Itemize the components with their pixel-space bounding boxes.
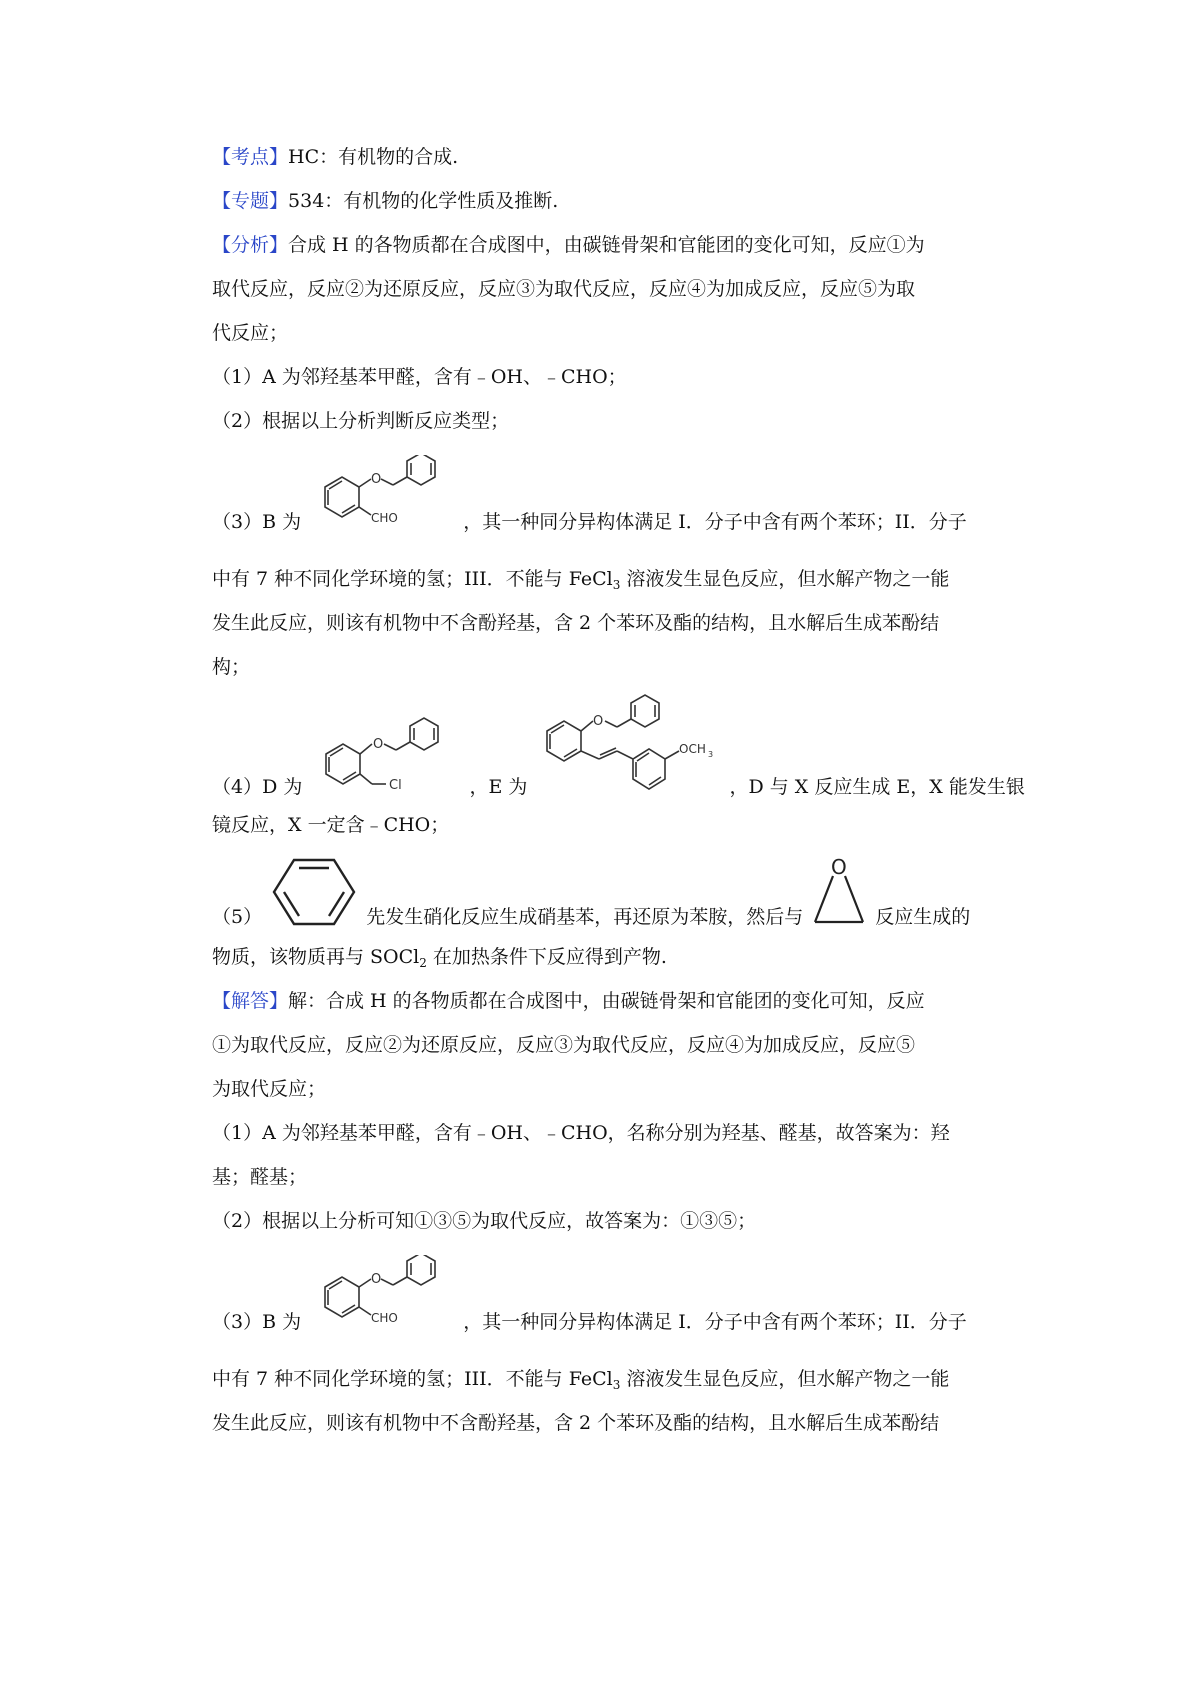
fenxi-text-1: 合成 H 的各物质都在合成图中，由碳链骨架和官能团的变化可知，反应①为: [288, 234, 925, 256]
jieda-p3-pre: （3）B 为: [212, 1311, 302, 1333]
fenxi-p5-l2-post: 在加热条件下反应得到产物.: [426, 946, 667, 968]
fenxi-p4-pre: （4）D 为: [212, 776, 303, 798]
structure-e: [533, 685, 723, 800]
structure-b-cho-label: CHO: [371, 511, 398, 525]
structure-d-cl-label: Cl: [389, 778, 403, 793]
fenxi-p4-line-2: 镜反应，X 一定含﹣CHO；: [212, 814, 450, 836]
zhuanti-text: 534：有机物的化学性质及推断.: [288, 190, 559, 212]
fenxi-p4-mid: ，E 为: [469, 776, 528, 798]
jieda-tag: 【解答】: [212, 990, 289, 1012]
zhuanti-line: [212, 188, 558, 214]
fenxi-p5-l2-pre: 物质，该物质再与 SOCl: [212, 946, 420, 968]
fenxi-p3-l2-pre: 中有 7 种不同化学环境的氢；III．不能与 FeCl: [212, 568, 613, 590]
jieda-p3-l2-pre: 中有 7 种不同化学环境的氢；III．不能与 FeCl: [212, 1368, 613, 1390]
jieda-p2: （2）根据以上分析可知①③⑤为取代反应，故答案为：①③⑤；: [212, 1210, 757, 1232]
jieda-p1-line-2: 基；醛基；: [212, 1166, 308, 1188]
structure-b-1: [307, 455, 457, 535]
fenxi-p1: （1）A 为邻羟基苯甲醛，含有﹣OH、﹣CHO；: [212, 366, 627, 388]
fenxi-p3-post: ，其一种同分异构体满足 I．分子中含有两个苯环；II．分子: [463, 511, 967, 533]
fenxi-p2: （2）根据以上分析判断反应类型；: [212, 410, 510, 432]
fenxi-p5-line-2: [212, 944, 667, 970]
jieda-p3-l2-post: 溶液发生显色反应，但水解产物之一能: [620, 1368, 950, 1390]
fenxi-p3-line-3: 发生此反应，则该有机物中不含酚羟基，含 2 个苯环及酯的结构，且水解后生成苯酚结: [212, 612, 940, 634]
structure-d: [308, 710, 463, 800]
kaodian-tag: 【考点】: [212, 146, 289, 168]
jieda-line-3: 为取代反应；: [212, 1078, 327, 1100]
fenxi-p3-line-4: 构；: [212, 656, 251, 678]
fenxi-p3-l2-post: 溶液发生显色反应，但水解产物之一能: [620, 568, 950, 590]
fenxi-p4-line-1: [212, 685, 1025, 800]
jieda-p3-line-2: [212, 1366, 949, 1392]
structure-epoxide: [809, 852, 869, 930]
fenxi-tag: 【分析】: [212, 234, 289, 256]
structure-e-och3-label: OCH: [679, 742, 707, 756]
structure-b2-o-label: O: [371, 1272, 382, 1287]
jieda-text-1: 解：合成 H 的各物质都在合成图中，由碳链骨架和官能团的变化可知，反应: [288, 990, 925, 1012]
jieda-p3-line-3: 发生此反应，则该有机物中不含酚羟基，含 2 个苯环及酯的结构，且水解后生成苯酚结: [212, 1412, 940, 1434]
structure-e-och3-sub: 3: [708, 750, 714, 759]
jieda-line-2: ①为取代反应，反应②为还原反应，反应③为取代反应，反应④为加成反应，反应⑤: [212, 1034, 916, 1056]
fenxi-p3-l2-sub: 3: [612, 578, 621, 592]
fenxi-p4-post: ，D 与 X 反应生成 E，X 能发生银: [729, 776, 1025, 798]
fenxi-p3-pre: （3）B 为: [212, 511, 302, 533]
structure-e-o-label: O: [593, 714, 604, 729]
fenxi-p5-l2-sub: 2: [419, 956, 427, 970]
fenxi-line-2: 取代反应，反应②为还原反应，反应③为取代反应，反应④为加成反应，反应⑤为取: [212, 278, 916, 300]
jieda-line-1: [212, 988, 925, 1014]
structure-d-o-label: O: [373, 737, 384, 752]
kaodian-line: [212, 144, 458, 170]
jieda-p3-l2-sub: 3: [612, 1378, 621, 1392]
structure-b-2: [307, 1255, 457, 1335]
fenxi-line-3: 代反应；: [212, 322, 289, 344]
structure-b-o-label: O: [371, 472, 382, 487]
zhuanti-tag: 【专题】: [212, 190, 289, 212]
fenxi-p5-post: 反应生成的: [875, 906, 971, 928]
fenxi-p5-line-1: [212, 852, 970, 930]
structure-epoxide-o-label: O: [831, 855, 847, 879]
fenxi-p3-line-2: [212, 566, 949, 592]
structure-benzene: [268, 852, 360, 930]
fenxi-p5-pre: （5）: [212, 906, 263, 928]
fenxi-p3-line-1: [212, 455, 967, 535]
kaodian-text: HC：有机物的合成.: [288, 146, 459, 168]
fenxi-line-1: [212, 232, 925, 258]
jieda-p3-post: ，其一种同分异构体满足 I．分子中含有两个苯环；II．分子: [463, 1311, 967, 1333]
fenxi-p5-mid: 先发生硝化反应生成硝基苯，再还原为苯胺，然后与: [366, 906, 804, 928]
jieda-p3-line-1: [212, 1255, 967, 1335]
structure-b2-cho-label: CHO: [371, 1311, 398, 1325]
jieda-p1: （1）A 为邻羟基苯甲醛，含有﹣OH、﹣CHO，名称分别为羟基、醛基，故答案为：羟: [212, 1122, 950, 1144]
